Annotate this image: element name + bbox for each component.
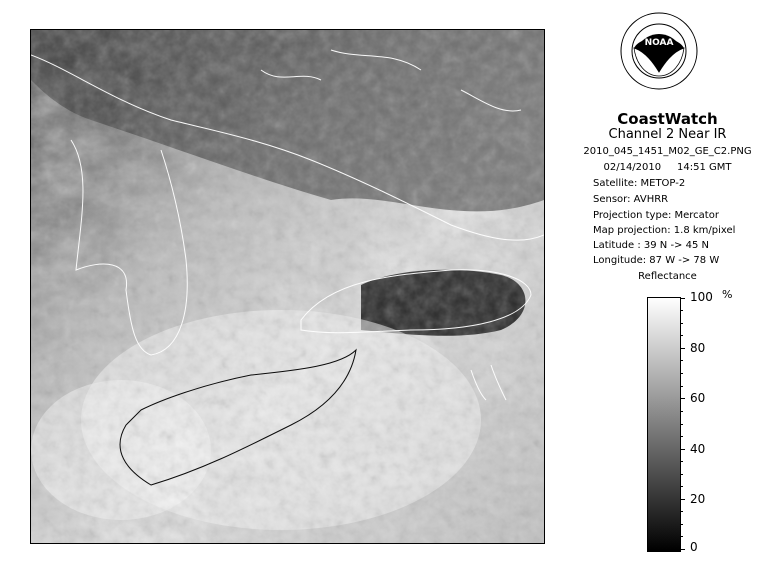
colorbar-tick [680, 449, 685, 450]
channel-label: Channel 2 Near IR [608, 127, 727, 142]
colorbar-label: 20 [690, 492, 706, 506]
colorbar-unit: % [722, 288, 733, 301]
latitude-range: Latitude : 39 N -> 45 N [593, 240, 709, 251]
colorbar-tick [680, 549, 685, 550]
colorbar-minor-tick [680, 524, 683, 525]
satellite-image [30, 29, 545, 544]
colorbar-minor-tick [680, 424, 683, 425]
colorbar-minor-tick [680, 474, 683, 475]
colorbar-label: 40 [690, 442, 706, 456]
filename: 2010_045_1451_M02_GE_C2.PNG [583, 146, 752, 157]
longitude-range: Longitude: 87 W -> 78 W [593, 255, 720, 266]
colorbar-minor-tick [680, 386, 683, 387]
colorbar [647, 297, 681, 552]
colorbar-minor-tick [680, 511, 683, 512]
colorbar-minor-tick [680, 373, 683, 374]
colorbar-label: 80 [690, 341, 706, 355]
satellite-info: Satellite: METOP-2 [593, 178, 686, 189]
colorbar-label: 100 [690, 290, 713, 304]
colorbar-minor-tick [680, 536, 683, 537]
colorbar-minor-tick [680, 310, 683, 311]
logo-center-text: NOAA [644, 38, 674, 48]
colorbar-minor-tick [680, 486, 683, 487]
datetime: 02/14/2010 14:51 GMT [603, 162, 732, 173]
projection-type: Projection type: Mercator [593, 210, 719, 221]
colorbar-minor-tick [680, 360, 683, 361]
colorbar-tick [680, 348, 685, 349]
colorbar-tick [680, 499, 685, 500]
colorbar-minor-tick [680, 335, 683, 336]
colorbar-tick [680, 298, 685, 299]
colorbar-minor-tick [680, 323, 683, 324]
colorbar-label: 0 [690, 540, 698, 554]
brand-title: CoastWatch [617, 110, 718, 128]
colorbar-minor-tick [680, 461, 683, 462]
colorbar-title: Reflectance [638, 271, 697, 282]
sensor-info: Sensor: AVHRR [593, 194, 669, 205]
colorbar-minor-tick [680, 411, 683, 412]
colorbar-tick [680, 398, 685, 399]
map-projection: Map projection: 1.8 km/pixel [593, 225, 736, 236]
satellite-image-render [31, 30, 544, 543]
noaa-logo-icon [620, 12, 698, 90]
colorbar-label: 60 [690, 391, 706, 405]
colorbar-minor-tick [680, 436, 683, 437]
